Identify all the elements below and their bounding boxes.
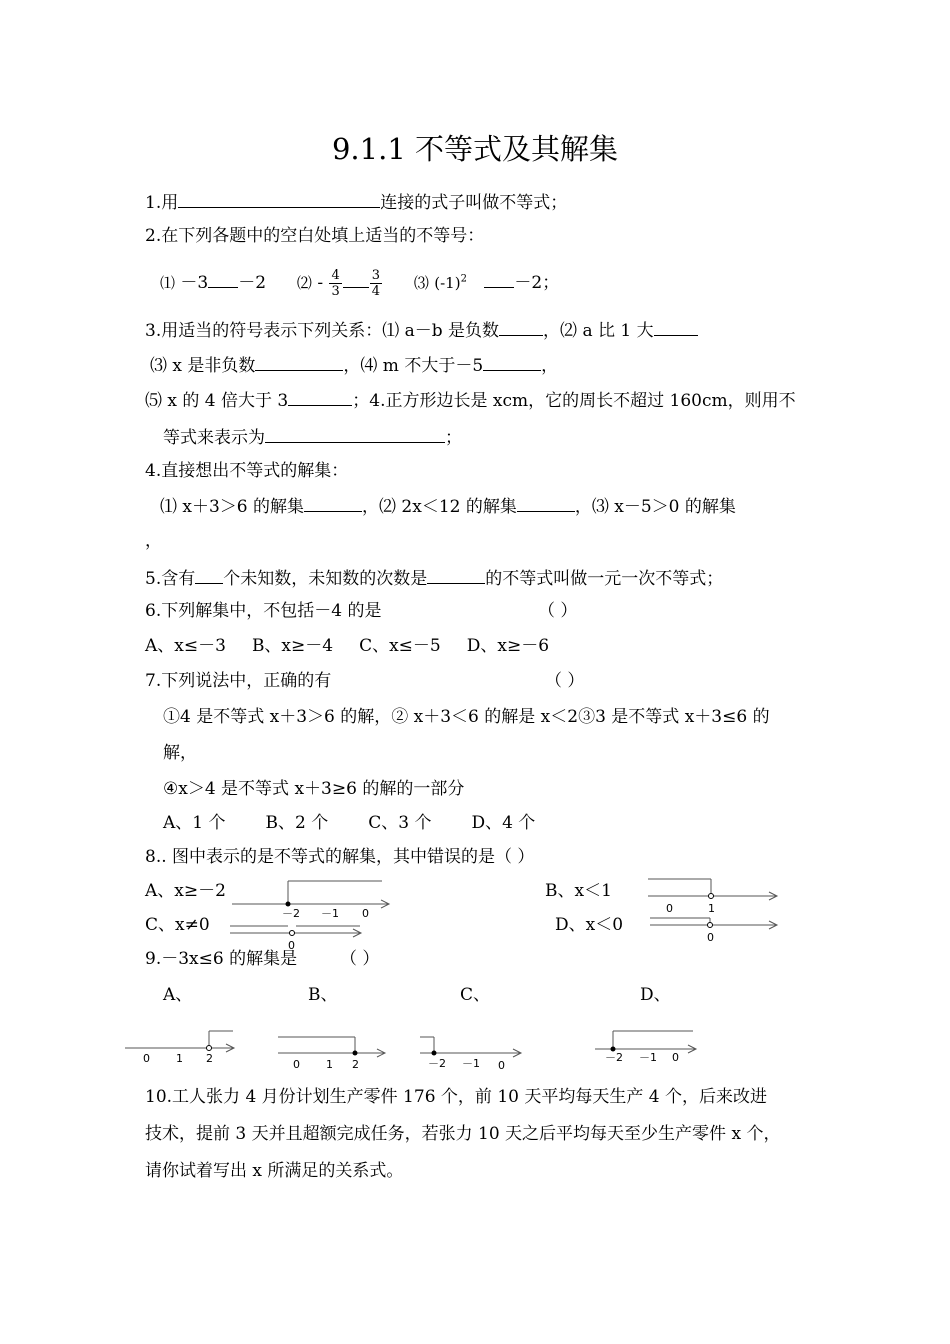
question-8-option-b[interactable]: B、x＜1	[545, 881, 612, 901]
question-8-stem: 8.. 图中表示的是不等式的解集，其中错误的是（ ）	[145, 847, 535, 867]
tick-label: 0	[143, 1052, 150, 1065]
question-3-line-3: ⑸ x 的 4 倍大于 3 ；4.正方形边长是 xcm，它的周长不超过 160cm，则用不	[145, 388, 796, 412]
question-8-option-a[interactable]: A、x≥－2	[145, 881, 226, 901]
blank[interactable]	[484, 270, 514, 288]
option[interactable]: B、2 个	[265, 813, 329, 833]
blank[interactable]	[343, 270, 369, 288]
question-8-option-c[interactable]: C、x≠0	[145, 915, 210, 935]
question-7-statement-1: ①4 是不等式 x＋3＞6 的解，② x＋3＜6 的解是 x＜2③3 是不等式 x＋3≤6 的	[163, 707, 770, 727]
answer-paren[interactable]: （ ）	[545, 671, 585, 691]
hollow-dot	[290, 931, 295, 936]
tick-label: 1	[708, 902, 715, 915]
question-10-line-3: 请你试着写出 x 所满足的关系式。	[145, 1161, 404, 1181]
fraction: $\frac{4}{3}$	[331, 268, 340, 299]
hollow-dot	[708, 923, 713, 928]
blank[interactable]	[499, 318, 543, 336]
question-4-parts: ⑴ x＋3＞6 的解集 ，⑵ 2x＜12 的解集 ，⑶ x－5＞0 的解集	[160, 494, 736, 518]
tick-label: 0	[362, 907, 369, 920]
blank[interactable]	[265, 425, 445, 443]
question-9-option-b[interactable]: B、	[308, 985, 338, 1005]
solid-dot	[353, 1051, 358, 1056]
option[interactable]: A、1 个	[163, 813, 226, 833]
fraction: $\frac{3}{4}$	[371, 268, 381, 299]
blank[interactable]	[255, 353, 343, 371]
option[interactable]: B、x≥－4	[251, 636, 334, 656]
tick-label: 0	[293, 1058, 300, 1071]
question-1: 1.用 连接的式子叫做不等式；	[145, 190, 567, 214]
tick-label: 1	[176, 1052, 183, 1065]
hollow-dot	[709, 894, 714, 899]
solid-dot	[432, 1051, 437, 1056]
blank[interactable]	[483, 353, 541, 371]
question-5: 5.含有 个未知数，未知数的次数是 的不等式叫做一元一次不等式；	[145, 566, 723, 590]
question-2-parts: ⑴ －3 －2 ⑵ - $\frac{4}{3}$ $\frac{3}{4}$ ⑶ $(-1)^2 -2$；	[160, 268, 560, 299]
hollow-dot	[207, 1046, 212, 1051]
option[interactable]: A、x≤－3	[145, 636, 226, 656]
tick-label: 2	[352, 1058, 359, 1071]
question-3-line-1: 3.用适当的符号表示下列关系：⑴ a－b 是负数 ，⑵ a 比 1 大	[145, 318, 698, 342]
blank[interactable]	[427, 566, 485, 584]
question-7-statement-1b: 解，	[163, 743, 197, 763]
tick-label: 0	[288, 939, 295, 952]
number-line-9c	[420, 1034, 530, 1072]
question-10-line-1: 10.工人张力 4 月份计划生产零件 176 个，前 10 天平均每天生产 4 个，后来改进	[145, 1087, 767, 1107]
number-line-9b	[278, 1034, 393, 1072]
blank[interactable]	[288, 388, 352, 406]
question-7-statement-2: ④x＞4 是不等式 x＋3≥6 的解的一部分	[163, 779, 465, 799]
number-line-9d	[595, 1028, 705, 1066]
question-8-option-d[interactable]: D、x＜0	[555, 915, 624, 935]
answer-paren[interactable]: （ ）	[340, 949, 380, 969]
option[interactable]: D、4 个	[471, 813, 536, 833]
question-9-option-d[interactable]: D、	[640, 985, 671, 1005]
blank[interactable]	[178, 190, 380, 208]
question-2-stem: 2.在下列各题中的空白处填上适当的不等号：	[145, 226, 485, 246]
tick-label: －2	[282, 907, 300, 920]
question-9-option-c[interactable]: C、	[460, 985, 491, 1005]
question-9-stem: 9.－3x≤6 的解集是	[145, 949, 298, 969]
option[interactable]: C、x≤－5	[359, 636, 441, 656]
option[interactable]: C、3 个	[368, 813, 432, 833]
question-3-line-2: ⑶ x 是非负数 ，⑷ m 不大于－5 ，	[150, 353, 558, 377]
blank[interactable]	[208, 270, 238, 288]
tick-label: 2	[206, 1052, 213, 1065]
tick-label: 0	[672, 1051, 679, 1064]
question-9-option-a[interactable]: A、	[163, 985, 193, 1005]
question-4-tail: ，	[145, 531, 162, 551]
question-6-options	[145, 635, 549, 657]
tick-label: 0	[707, 931, 714, 944]
question-3-line-4: 等式来表示为 ；	[163, 425, 462, 449]
solid-dot	[286, 902, 291, 907]
answer-paren[interactable]: （ ）	[538, 601, 578, 621]
tick-label: 0	[666, 902, 673, 915]
tick-label: －1	[321, 907, 339, 920]
option[interactable]: D、x≥－6	[466, 636, 550, 656]
number-line-8a	[232, 876, 397, 921]
question-6-stem: 6.下列解集中，不包括－4 的是	[145, 601, 382, 621]
question-7-stem: 7.下列说法中，正确的有	[145, 671, 332, 691]
tick-label: －1	[462, 1057, 480, 1070]
question-4-stem: 4.直接想出不等式的解集：	[145, 461, 349, 481]
tick-label: －2	[428, 1057, 446, 1070]
tick-label: 0	[498, 1059, 505, 1072]
blank[interactable]	[195, 566, 223, 584]
tick-label: －2	[605, 1051, 623, 1064]
question-7-options	[163, 812, 535, 834]
tick-label: 1	[326, 1058, 333, 1071]
number-line-8d	[650, 915, 785, 950]
tick-label: －1	[639, 1051, 657, 1064]
page-title: 9.1.1 不等式及其解集	[331, 132, 618, 166]
question-10-line-2: 技术，提前 3 天并且超额完成任务，若张力 10 天之后平均每天至少生产零件 x 个，	[145, 1124, 781, 1144]
number-line-9a	[125, 1028, 240, 1068]
blank[interactable]	[304, 494, 362, 512]
blank[interactable]	[517, 494, 575, 512]
blank[interactable]	[654, 318, 698, 336]
